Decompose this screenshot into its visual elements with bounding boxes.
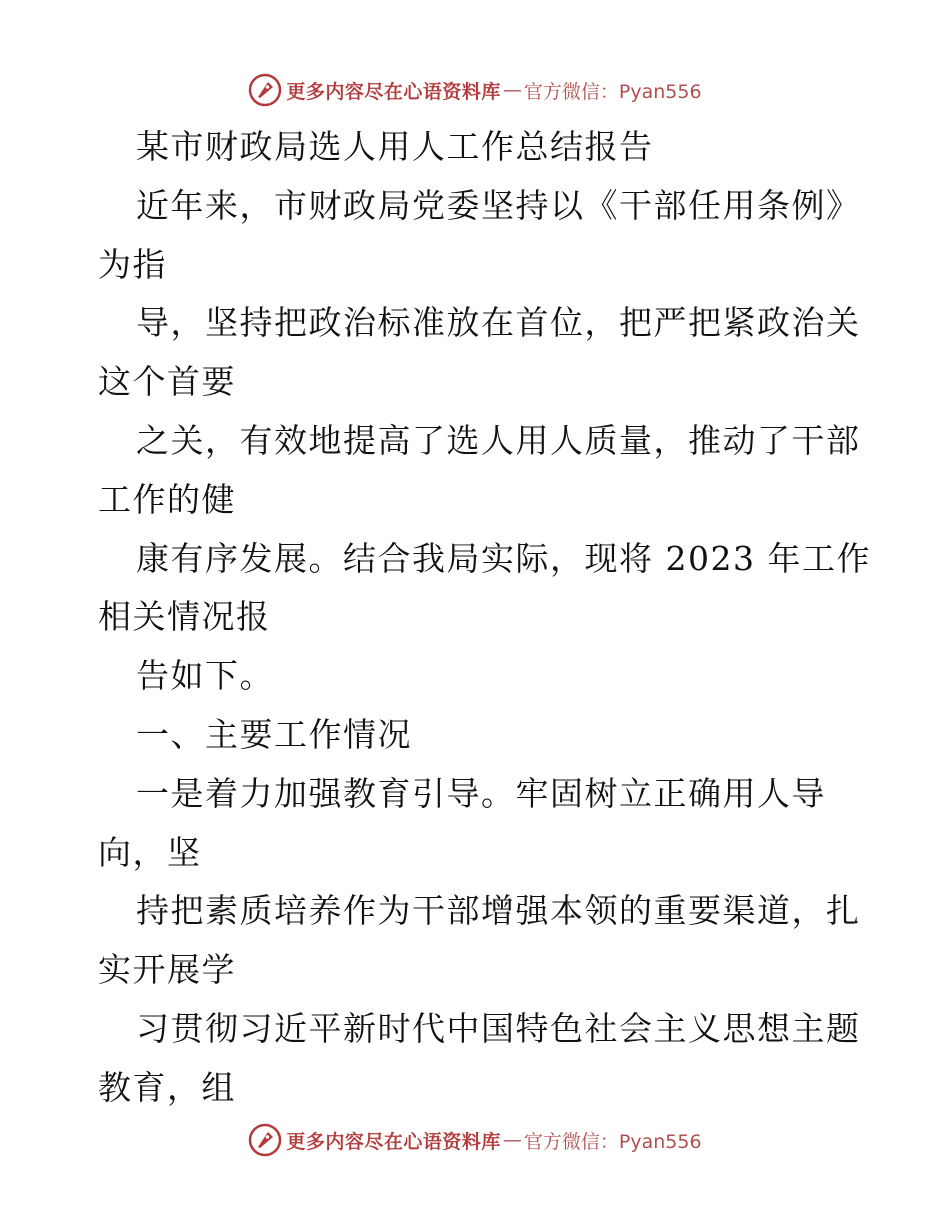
banner-contact-text: 官方微信：Pyan556 — [523, 80, 702, 103]
banner-main-text: 更多内容尽在心语资料库 — [286, 80, 501, 103]
text-line: 习贯彻习近平新时代中国特色社会主义思想主题 — [136, 1008, 861, 1048]
banner-contact-text: 官方微信：Pyan556 — [523, 1130, 702, 1153]
text-line: 教育，组 — [98, 1067, 236, 1107]
document-body — [98, 118, 871, 1118]
header-banner — [0, 70, 950, 110]
banner-separator: — — [502, 1129, 522, 1151]
pen-nib-logo-icon — [248, 73, 282, 107]
banner-main-text: 更多内容尽在心语资料库 — [286, 1130, 501, 1153]
text-line: 之关，有效地提高了选人用人质量，推动了干部 — [136, 420, 861, 460]
text-line: 导，坚持把政治标准放在首位，把严把紧政治关 — [136, 303, 861, 343]
text-line: 向，坚 — [98, 832, 202, 872]
text-line: 近年来，市财政局党委坚持以《干部任用条例》 — [136, 185, 861, 225]
text-line: 告如下。 — [136, 656, 274, 696]
text-line: 某市财政局选人用人工作总结报告 — [136, 127, 654, 166]
pen-nib-logo-icon — [248, 1123, 282, 1157]
text-line: 相关情况报 — [98, 597, 271, 637]
text-line: 持把素质培养作为干部增强本领的重要渠道，扎 — [136, 891, 861, 931]
banner-separator: — — [502, 79, 522, 101]
text-line: 一是着力加强教育引导。牢固树立正确用人导 — [136, 773, 826, 813]
text-line: 实开展学 — [98, 950, 236, 990]
text-line: 为指 — [98, 244, 167, 284]
text-line: 工作的健 — [98, 479, 236, 519]
text-line: 康有序发展。结合我局实际，现将 2023 年工作 — [136, 538, 871, 578]
footer-banner — [0, 1120, 950, 1160]
text-line: 一、主要工作情况 — [136, 714, 412, 754]
text-line: 这个首要 — [98, 362, 236, 402]
